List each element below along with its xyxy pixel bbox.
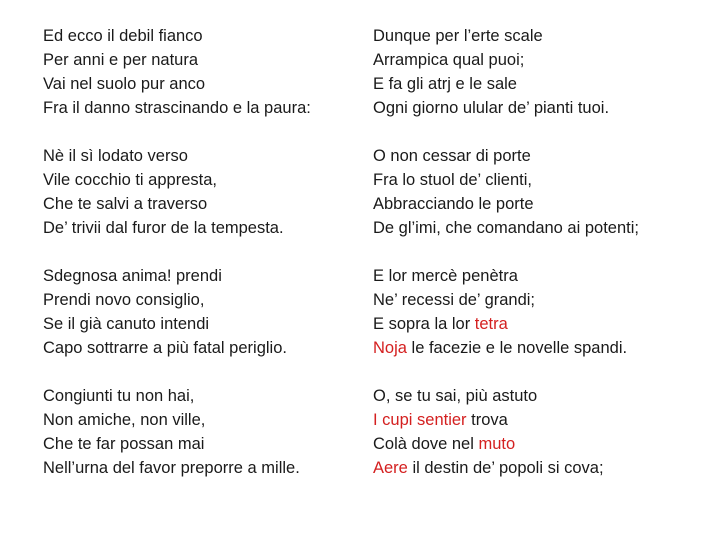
verse-line xyxy=(373,312,703,336)
stanza-left xyxy=(43,264,373,384)
verse-line: Non amiche, non ville, xyxy=(43,411,206,429)
highlighted-word: Aere xyxy=(373,459,408,477)
verse-line: Sdegnosa anima! prendi xyxy=(43,267,222,285)
verse-text: E sopra la lor xyxy=(373,315,475,333)
verse-text: trova xyxy=(466,411,508,429)
verse-line: Nell’urna del favor preporre a mille. xyxy=(43,459,300,477)
verse-line: Vai nel suolo pur anco xyxy=(43,75,206,93)
highlighted-word: tetra xyxy=(474,315,508,333)
stanza-right xyxy=(373,24,703,144)
highlighted-word: Noja xyxy=(373,339,407,357)
stanza-left xyxy=(43,24,373,144)
verse-line: De gl’imi, che comandano ai potenti; xyxy=(373,219,639,237)
verse-line xyxy=(373,336,703,360)
stanza-left xyxy=(43,384,373,504)
verse-line: Per anni e per natura xyxy=(43,51,199,69)
verse-text: le facezie e le novelle spandi. xyxy=(406,339,628,357)
stanza-row xyxy=(43,384,703,504)
verse-line: Fra il danno strascinando e la paura: xyxy=(43,99,311,117)
verse-line: Dunque per l’erte scale xyxy=(373,27,543,45)
verse-line: Che te far possan mai xyxy=(43,435,205,453)
verse-line: Ed ecco il debil fianco xyxy=(43,27,203,45)
stanza-left xyxy=(43,144,373,264)
verse-line: Vile cocchio ti appresta, xyxy=(43,171,217,189)
verse-line xyxy=(373,456,703,480)
verse-line: Congiunti tu non hai, xyxy=(43,387,195,405)
verse-line: Ogni giorno ulular de’ pianti tuoi. xyxy=(373,99,610,117)
highlighted-word: muto xyxy=(478,435,516,453)
stanza-row xyxy=(43,24,703,144)
stanza-right xyxy=(373,264,703,384)
verse-line: Arrampica qual puoi; xyxy=(373,51,525,69)
verse-line: O non cessar di porte xyxy=(373,147,531,165)
stanza-row xyxy=(43,264,703,384)
verse-line: De’ trivii dal furor de la tempesta. xyxy=(43,219,284,237)
verse-line: O, se tu sai, più astuto xyxy=(373,387,538,405)
poem xyxy=(43,24,703,504)
verse-line: Fra lo stuol de’ clienti, xyxy=(373,171,532,189)
verse-text: Colà dove nel xyxy=(373,435,479,453)
verse-line: Nè il sì lodato verso xyxy=(43,147,188,165)
verse-line xyxy=(373,432,703,456)
verse-line: E lor mercè penètra xyxy=(373,267,518,285)
verse-line: Capo sottrarre a più fatal periglio. xyxy=(43,339,287,357)
highlighted-word: I cupi sentier xyxy=(373,411,467,429)
verse-line: Che te salvi a traverso xyxy=(43,195,208,213)
verse-line: Ne’ recessi de’ grandi; xyxy=(373,291,536,309)
verse-line: Se il già canuto intendi xyxy=(43,315,210,333)
stanza-row xyxy=(43,144,703,264)
verse-line: Prendi novo consiglio, xyxy=(43,291,205,309)
verse-line: E fa gli atrj e le sale xyxy=(373,75,517,93)
stanza-right xyxy=(373,384,703,504)
stanza-right xyxy=(373,144,703,264)
verse-line: Abbracciando le porte xyxy=(373,195,534,213)
verse-line xyxy=(373,408,703,432)
verse-text: il destin de’ popoli si cova; xyxy=(407,459,604,477)
